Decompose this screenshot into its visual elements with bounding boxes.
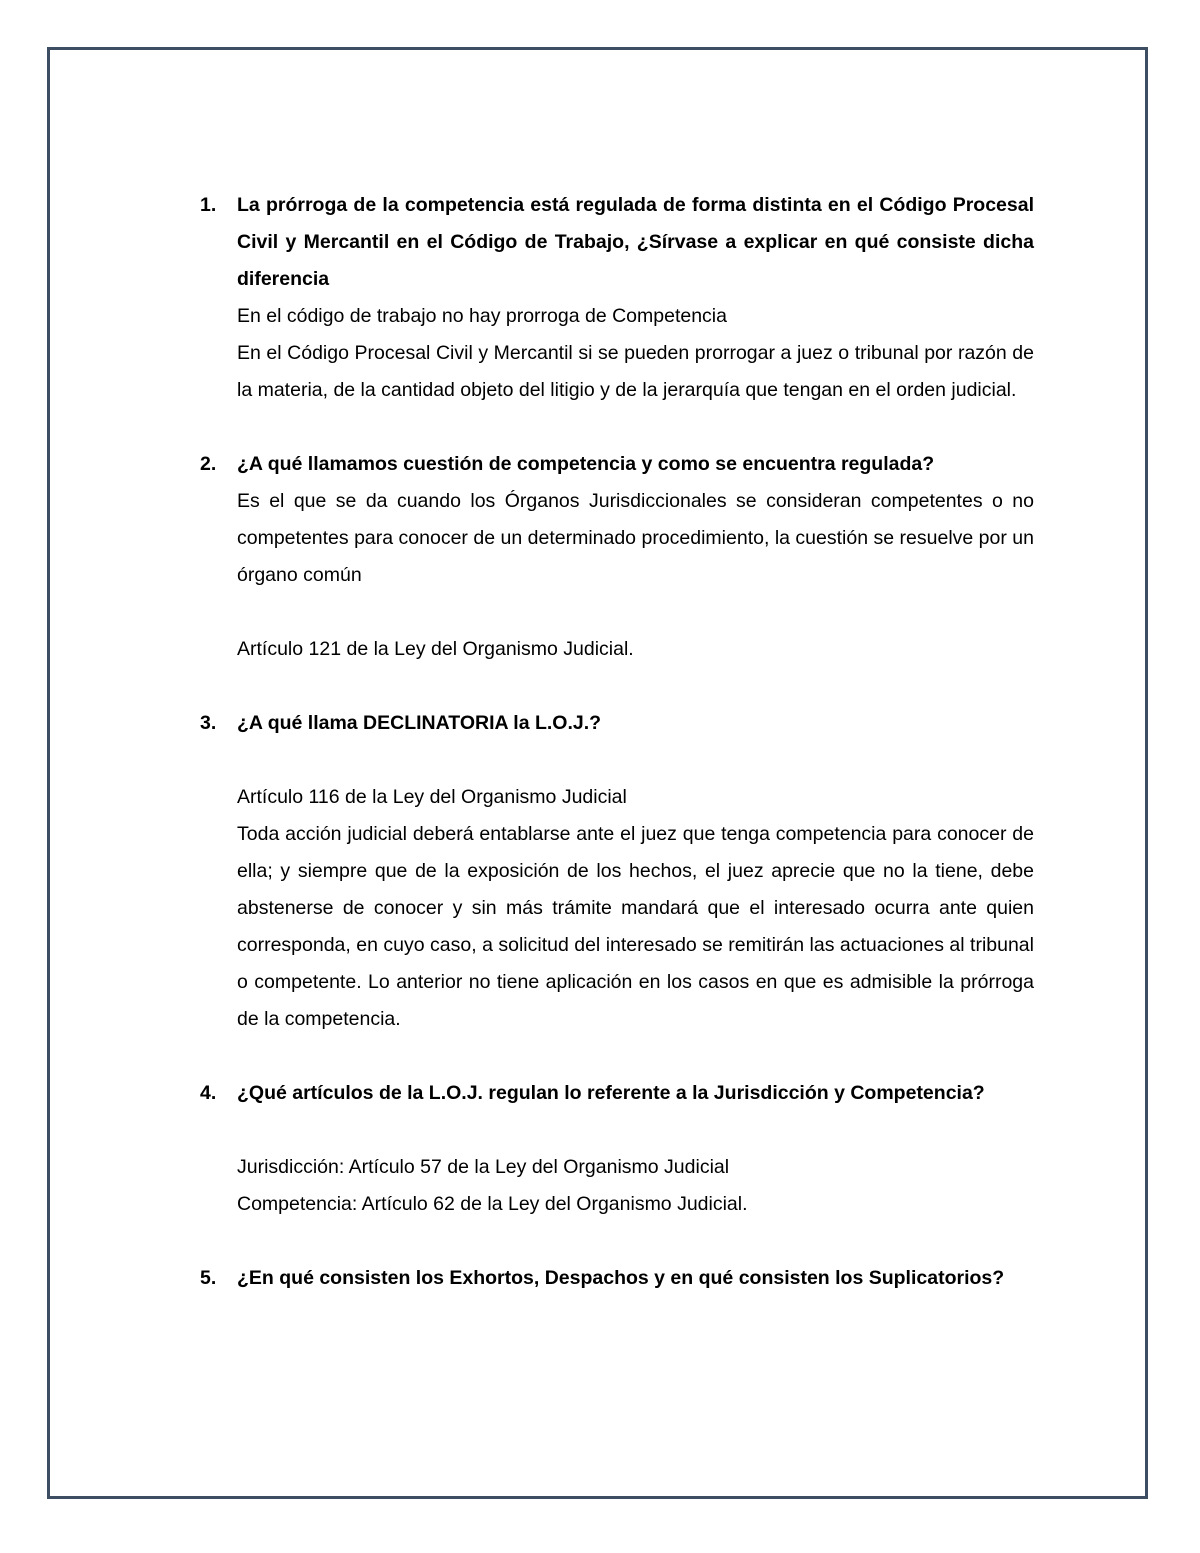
spacer [237, 594, 1034, 631]
answer-reference: Competencia: Artículo 62 de la Ley del Organismo Judicial. [237, 1193, 748, 1215]
question-number: 3. [200, 712, 217, 734]
question-text: ¿En qué consisten los Exhortos, Despachos y en qué consisten los Suplicatorios? [237, 1267, 1005, 1289]
spacer [237, 1112, 1034, 1149]
spacer [200, 1223, 1034, 1260]
question-number: 2. [200, 453, 217, 475]
answer-paragraph: En el Código Procesal Civil y Mercantil si se pueden prorrogar a juez o tribunal por razón de la materia, de la cantidad objeto del litigio y de la jerarquía que tengan en el orden judicial. [237, 342, 1034, 401]
answer-reference: Artículo 121 de la Ley del Organismo Judicial. [237, 638, 634, 660]
question-item-1 [200, 187, 1034, 409]
spacer [237, 742, 1034, 779]
spacer [200, 409, 1034, 446]
question-text: ¿A qué llamamos cuestión de competencia y como se encuentra regulada? [237, 453, 935, 475]
question-text: La prórroga de la competencia está regulada de forma distinta en el Código Procesal Civil y Mercantil en el Código de Trabajo, ¿Sírvase a explicar en qué consiste dicha diferencia [237, 194, 1034, 290]
question-item-3 [200, 705, 1034, 1038]
question-item-4 [200, 1075, 1034, 1223]
question-item-5 [200, 1260, 1034, 1297]
answer-paragraph: Es el que se da cuando los Órganos Jurisdiccionales se consideran competentes o no competentes para conocer de un determinado procedimiento, la cuestión se resuelve por un órgano común [237, 490, 1034, 586]
question-text: ¿Qué artículos de la L.O.J. regulan lo referente a la Jurisdicción y Competencia? [237, 1082, 985, 1104]
document-body [200, 187, 1034, 1297]
answer-reference: Artículo 116 de la Ley del Organismo Judicial [237, 786, 627, 808]
spacer [200, 668, 1034, 705]
question-number: 4. [200, 1082, 217, 1104]
question-number: 1. [200, 194, 217, 216]
question-text: ¿A qué llama DECLINATORIA la L.O.J.? [237, 712, 602, 734]
answer-reference: Jurisdicción: Artículo 57 de la Ley del Organismo Judicial [237, 1156, 730, 1178]
question-item-2 [200, 446, 1034, 668]
spacer [200, 1038, 1034, 1075]
question-number: 5. [200, 1267, 217, 1289]
answer-paragraph: Toda acción judicial deberá entablarse ante el juez que tenga competencia para conocer de ella; y siempre que de la exposición de los hechos, el juez aprecie que no la tiene, debe abstenerse de conocer y sin más trámite mandará que el interesado ocurra ante quien corresponda, en cuyo caso, a solicitud del interesado se remitirán las actuaciones al tribunal o competente. Lo anterior no tiene aplicación en los casos en que es admisible la prórroga de la competencia. [237, 823, 1034, 1030]
answer-paragraph: En el código de trabajo no hay prorroga de Competencia [237, 305, 727, 327]
